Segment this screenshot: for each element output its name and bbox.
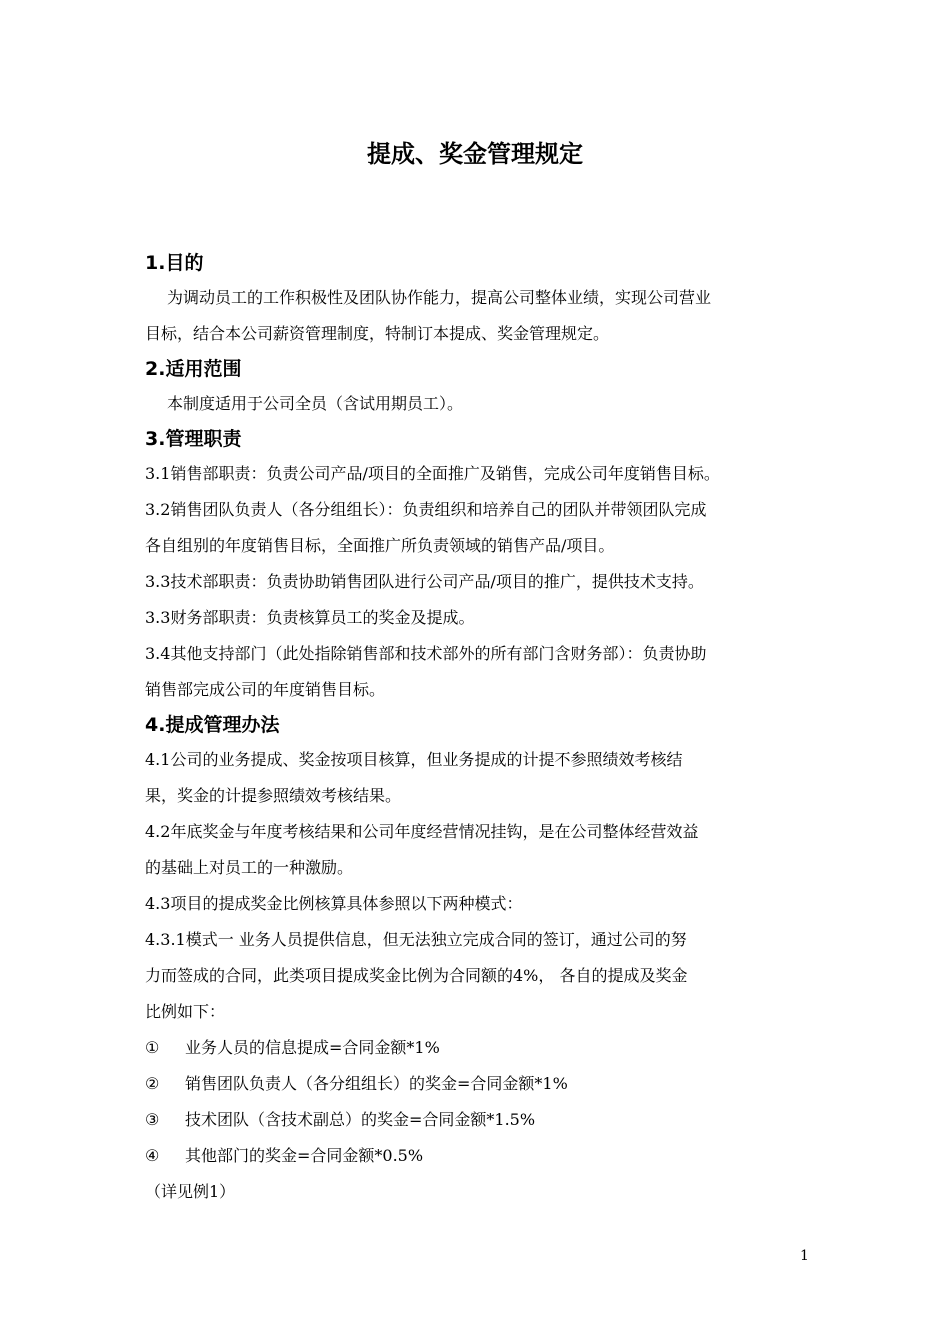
paragraph-line: 3.2销售团队负责人（各分组组长）：负责组织和培养自己的团队并带领团队完成 bbox=[145, 500, 707, 519]
list-item bbox=[145, 1138, 820, 1174]
list-item-text: 销售团队负责人（各分组组长）的奖金=合同金额*1% bbox=[185, 1074, 568, 1093]
paragraph-line: 4.2年底奖金与年度考核结果和公司年度经营情况挂钩，是在公司整体经营效益 bbox=[145, 822, 699, 841]
list-item-text: 技术团队（含技术副总）的奖金=合同金额*1.5% bbox=[185, 1110, 536, 1129]
list-item-number: ① bbox=[145, 1038, 160, 1057]
list-item bbox=[145, 1102, 820, 1138]
paragraph-line: 4.3.1模式一 业务人员提供信息，但无法独立完成合同的签订，通过公司的努 bbox=[145, 930, 687, 949]
paragraph-line: 为调动员工的工作积极性及团队协作能力，提高公司整体业绩，实现公司营业 bbox=[167, 288, 712, 307]
section-heading-scope: 2.适用范围 bbox=[145, 358, 242, 380]
section-heading-responsibilities: 3.管理职责 bbox=[145, 428, 242, 450]
paragraph-line: 3.3财务部职责：负责核算员工的奖金及提成。 bbox=[145, 608, 475, 627]
page-number: 1 bbox=[800, 1248, 809, 1264]
example-note: （详见例1） bbox=[145, 1182, 236, 1201]
paragraph-line: 的基础上对员工的一种激励。 bbox=[145, 858, 354, 877]
list-item bbox=[145, 1030, 820, 1066]
paragraph-line: 比例如下： bbox=[145, 1002, 226, 1021]
paragraph-line: 销售部完成公司的年度销售目标。 bbox=[145, 680, 386, 699]
paragraph-line: 力而签成的合同，此类项目提成奖金比例为合同额的4%， 各自的提成及奖金 bbox=[145, 966, 688, 985]
list-item-number: ③ bbox=[145, 1110, 160, 1129]
list-item-number: ④ bbox=[145, 1146, 160, 1165]
paragraph-line: 各自组别的年度销售目标，全面推广所负责领域的销售产品/项目。 bbox=[145, 536, 615, 555]
section-heading-purpose: 1.目的 bbox=[145, 252, 204, 274]
paragraph-line: 4.1公司的业务提成、奖金按项目核算，但业务提成的计提不参照绩效考核结 bbox=[145, 750, 683, 769]
list-item-text: 业务人员的信息提成=合同金额*1% bbox=[185, 1038, 440, 1057]
paragraph-line: 果，奖金的计提参照绩效考核结果。 bbox=[145, 786, 402, 805]
document-body bbox=[145, 246, 820, 1210]
paragraph-line: 3.4其他支持部门（此处指除销售部和技术部外的所有部门含财务部）：负责协助 bbox=[145, 644, 707, 663]
paragraph-line: 目标，结合本公司薪资管理制度，特制订本提成、奖金管理规定。 bbox=[145, 324, 610, 343]
list-item-text: 其他部门的奖金=合同金额*0.5% bbox=[185, 1146, 424, 1165]
list-item bbox=[145, 1066, 820, 1102]
paragraph-line: 3.1销售部职责：负责公司产品/项目的全面推广及销售，完成公司年度销售目标。 bbox=[145, 464, 720, 483]
section-heading-commission-method: 4.提成管理办法 bbox=[145, 714, 280, 736]
paragraph-line: 本制度适用于公司全员（含试用期员工）。 bbox=[167, 394, 464, 413]
paragraph-line: 4.3项目的提成奖金比例核算具体参照以下两种模式： bbox=[145, 894, 523, 913]
paragraph-line: 3.3技术部职责：负责协助销售团队进行公司产品/项目的推广，提供技术支持。 bbox=[145, 572, 704, 591]
list-item-number: ② bbox=[145, 1074, 160, 1093]
document-title: 提成、奖金管理规定 bbox=[367, 140, 583, 168]
